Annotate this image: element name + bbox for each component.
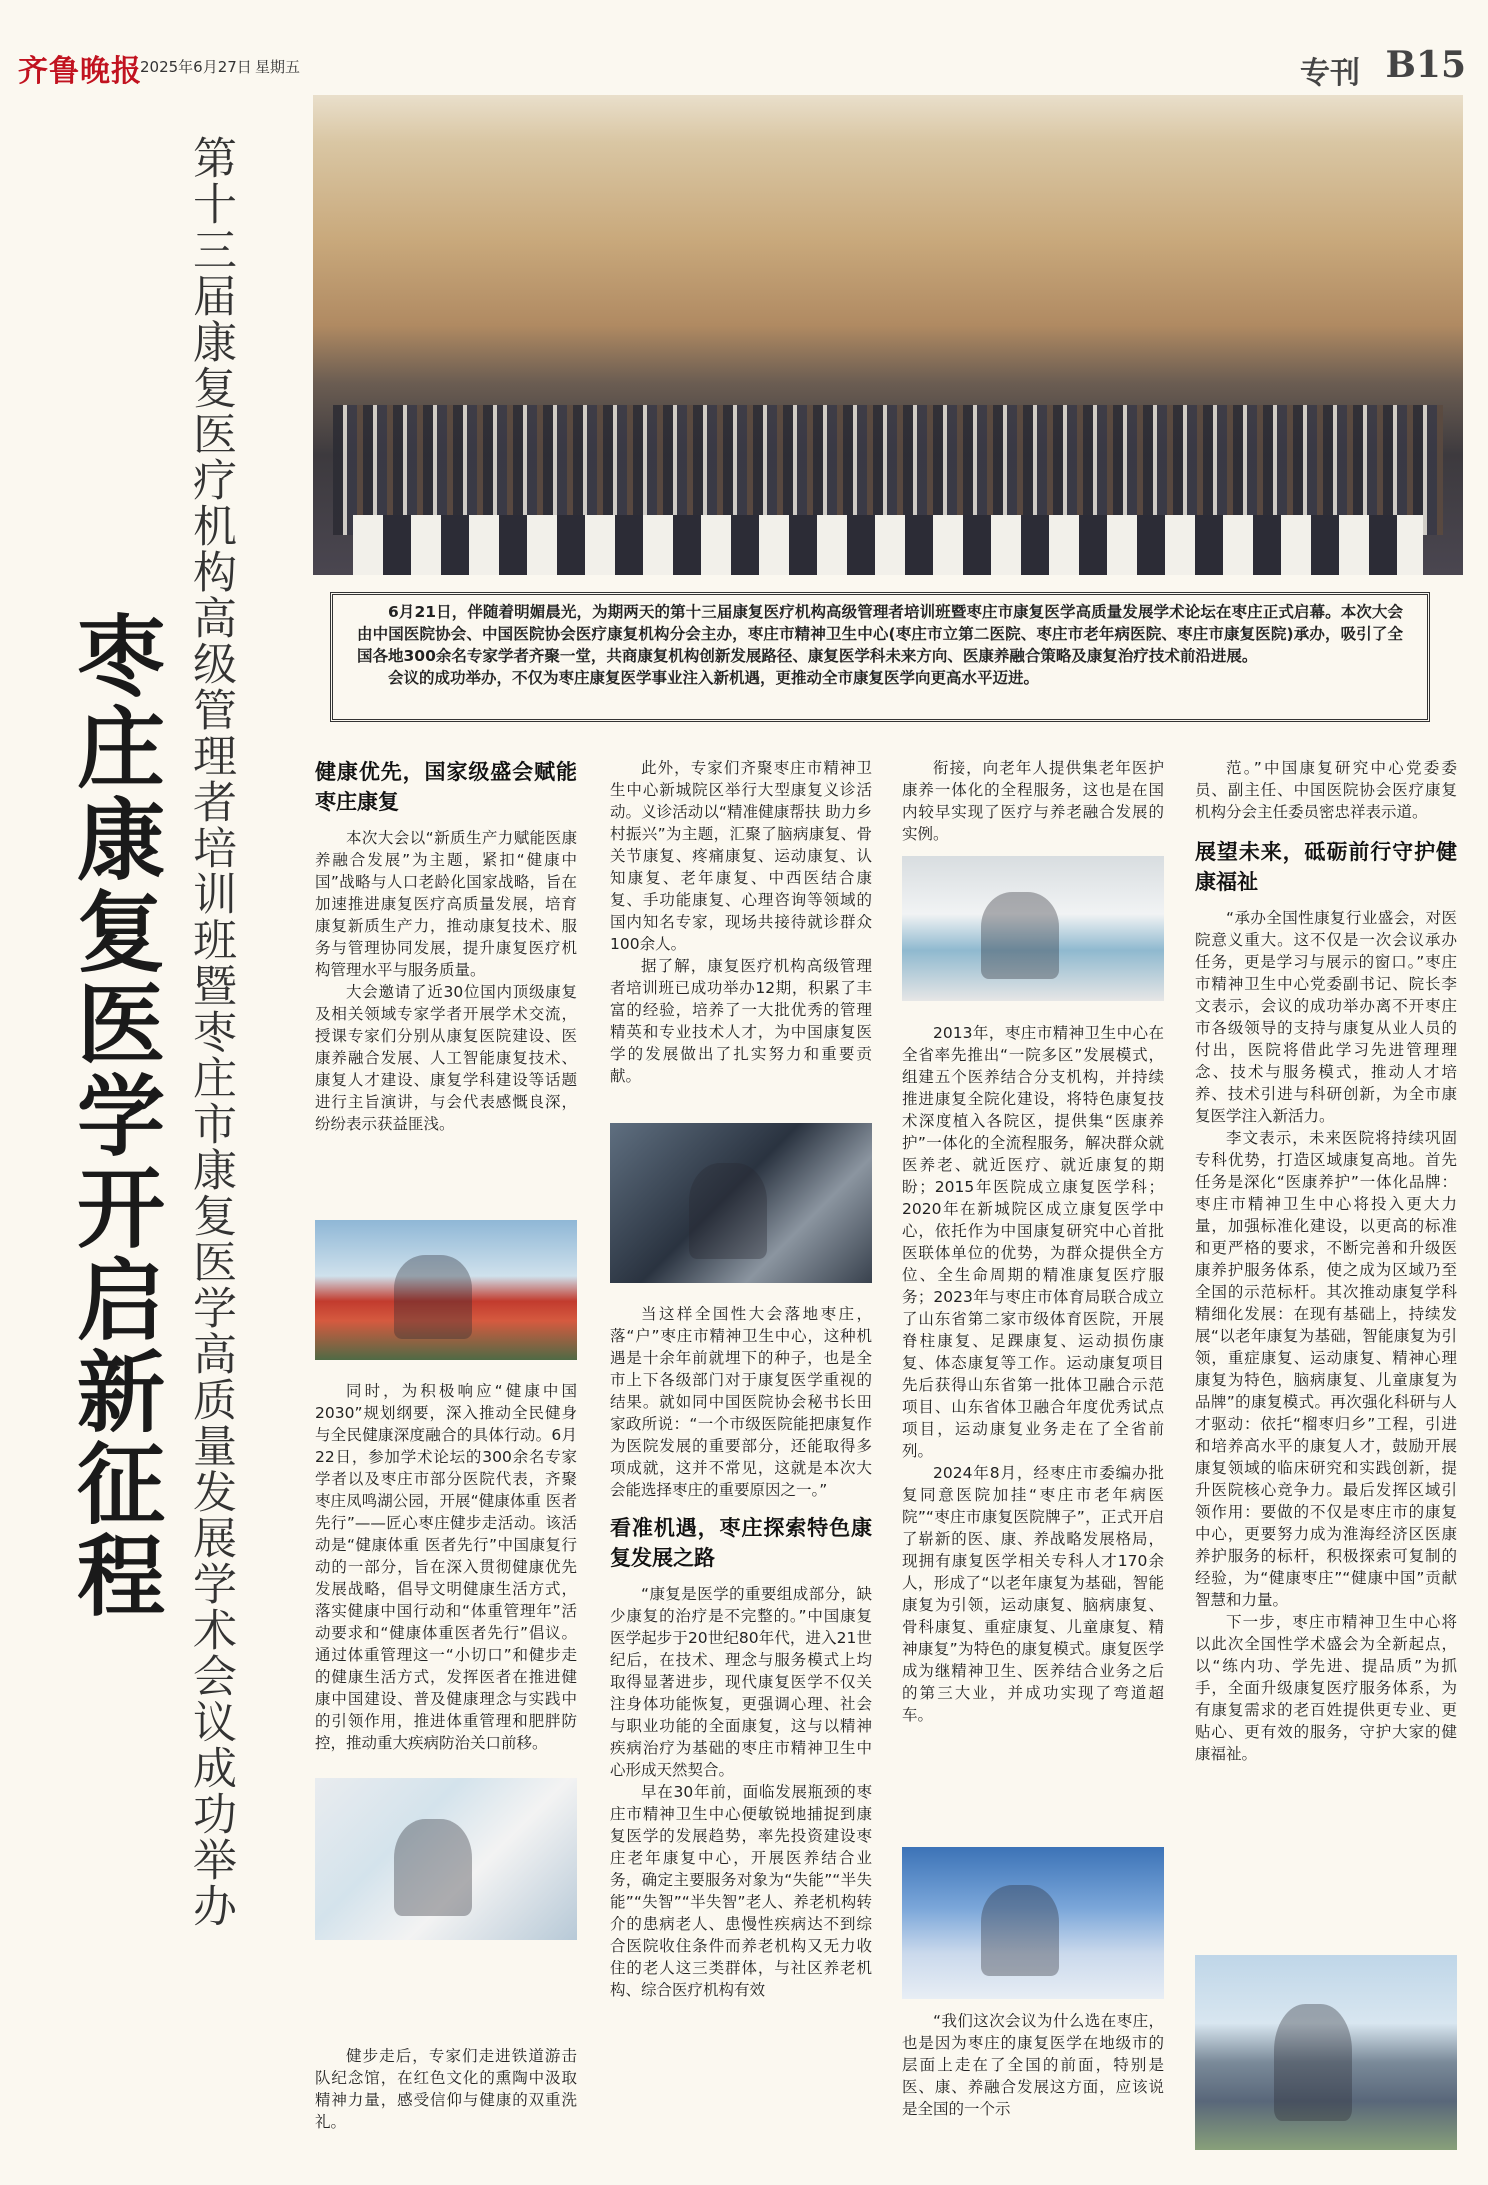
page-header [0,0,1488,90]
column-1-bottom [315,2045,577,2133]
column-3-bottom [902,2010,1164,2120]
section-label: 专刊 [1300,56,1360,91]
article-paragraph: 健步走后，专家们走进铁道游击队纪念馆，在红色文化的熏陶中汲取精神力量，感受信仰与健康的双重洗礼。 [315,2047,577,2131]
issue-date: 2025年6月27日 [140,58,252,76]
article-paragraph: “承办全国性康复行业盛会，对医院意义重大。这不仅是一次会议承办任务，更是学习与展示的窗口。”枣庄市精神卫生中心党委副书记、院长李文表示，会议的成功举办离不开枣庄市各级领导的支持与康复从业人员的付出，医院将借此学习先进管理理念、技术与服务模式，推动人才培养、技术引进与科研创新，为全市康复医学注入新活力。 [1195,909,1457,1125]
column-3-mid [902,1022,1164,1726]
conference-group-photo [313,95,1463,575]
walking-event-photo [315,1220,577,1360]
article-paragraph: 此外，专家们齐聚枣庄市精神卫生中心新城院区举行大型康复义诊活动。义诊活动以“精准健康帮扶 助力乡村振兴”为主题，汇聚了脑病康复、骨关节康复、疼痛康复、运动康复、认知康复、老年康复、中西医结合康复、手功能康复、心理咨询等领域的国内知名专家，现场共接待就诊群众100余人。 [610,759,872,953]
column-1-top [315,757,577,1135]
medical-staff-photo [902,856,1164,1001]
article-paragraph: 据了解，康复医疗机构高级管理者培训班已成功举办12期，积累了丰富的经验，培养了一大批优秀的管理精英和专业技术人才，为中国康复医学的发展做出了扎实努力和重要贡献。 [610,957,872,1085]
intro-paragraph: 6月21日，伴随着明媚晨光，为期两天的第十三届康复医疗机构高级管理者培训班暨枣庄市康复医学高质量发展学术论坛在枣庄正式启幕。本次大会由中国医院协会、中国医院协会医疗康复机构分会主办，枣庄市精神卫生中心(枣庄市立第二医院、枣庄市老年病医院、枣庄市康复医院)承办，吸引了全国各地300余名专家学者齐聚一堂，共商康复机构创新发展路径、康复医学科未来方向、医康养融合策略及康复治疗技术前沿进展。 [357,603,1403,665]
section-heading-1: 健康优先，国家级盛会赋能枣庄康复 [315,759,577,814]
headline-title: 枣庄康复医学开启新征程 [63,610,167,1622]
headline-subtitle: 第十三届康复医疗机构高级管理者培训班暨枣庄市康复医学高质量发展学术会议成功举办 [185,135,236,1929]
section-heading-2: 看准机遇，枣庄探索特色康复发展之路 [610,1515,872,1570]
section-heading-3: 展望未来，砥砺前行守护健康福祉 [1195,839,1457,894]
page-number: B15 [1385,44,1466,86]
article-paragraph: 2013年，枣庄市精神卫生中心在全省率先推出“一院多区”发展模式，组建五个医养结合分支机构，并持续推进康复全院化建设，将特色康复技术深度植入各院区，提供集“医康养护”一体化的全流程服务，解决群众就医养老、就近医疗、就近康复的期盼；2015年医院成立康复医学科；2020年在新城院区成立康复医学中心，依托作为中国康复研究中心首批医联体单位的优势，为群众提供全方位、全生命周期的精准康复医疗服务；2023年与枣庄市体育局联合成立了山东省第二家市级体育医院，开展脊柱康复、足踝康复、运动损伤康复、体态康复等工作。运动康复项目先后获得山东省第一批体卫融合示范项目、山东省体卫融合年度优秀试点项目，运动康复业务走在了全省前列。 [902,1024,1164,1460]
column-2-bottom [610,1303,872,2001]
column-3-top [902,757,1164,845]
article-paragraph: 当这样全国性大会落地枣庄，落“户”枣庄市精神卫生中心，这种机遇是十余年前就埋下的种子，也是全市上下各级部门对于康复医学重视的结果。就如同中国医院协会秘书长田家政所说：“一个市级医院能把康复作为医院发展的重要部分，还能取得多项成就，这并不常见，这就是本次大会能选择枣庄的重要原因之一。” [610,1305,872,1499]
article-paragraph: “我们这次会议为什么选在枣庄，也是因为枣庄的康复医学在地级市的层面上走在了全国的前面，特别是医、康、养融合发展这方面，应该说是全国的一个示 [902,2012,1164,2118]
column-1-mid [315,1380,577,1754]
article-paragraph: “康复是医学的重要组成部分，缺少康复的治疗是不完整的。”中国康复医学起步于20世纪80年代，进入21世纪后，在技术、理念与服务模式上均取得显著进步，现代康复医学不仅关注身体功能恢复，更强调心理、社会与职业功能的全面康复，这与以精神疾病治疗为基础的枣庄市精神卫生中心形成天然契合。 [610,1585,872,1779]
article-paragraph: 下一步，枣庄市精神卫生中心将以此次全国性学术盛会为全新起点，以“练内功、学先进、提品质”为抓手，全面升级康复医疗服务体系，为有康复需求的老百姓提供更专业、更贴心、更有效的服务，守护大家的健康福祉。 [1195,1613,1457,1763]
article-paragraph: 衔接，向老年人提供集老年医护康养一体化的全程服务，这也是在国内较早实现了医疗与养老融合发展的实例。 [902,759,1164,843]
article-paragraph: 本次大会以“新质生产力赋能医康养融合发展”为主题，紧扣“健康中国”战略与人口老龄化国家战略，旨在加速推进康复医疗高质量发展，培育康复新质生产力，推动康复技术、服务与管理协同发展，提升康复医疗机构管理水平与服务质量。 [315,829,577,979]
intro-paragraph: 会议的成功举办，不仅为枣庄康复医学事业注入新机遇，更推动全市康复医学向更高水平迈进。 [388,669,1040,687]
speaker-photo [610,1123,872,1283]
issue-weekday: 星期五 [255,58,301,76]
article-paragraph: 李文表示，未来医院将持续巩固专科优势，打造区域康复高地。首先任务是深化“医康养护”一体化品牌：枣庄市精神卫生中心将投入更大力量，加强标准化建设，以更高的标准和更严格的要求，不断完善和升级医康养护服务体系，使之成为区域乃至全国的示范标杆。其次推动康复学科精细化发展：在现有基础上，持续发展“以老年康复为基础，智能康复为引领，重症康复、运动康复、精神心理康复为特色，脑病康复、儿童康复为品牌”的康复模式。再次强化科研与人才驱动：依托“榴枣归乡”工程，引进和培养高水平的康复人才，鼓励开展康复领域的临床研究和实践创新，提升医院核心竞争力。最后发挥区域引领作用：要做的不仅是枣庄市的康复中心，更要努力成为淮海经济区医康养护服务的标杆，积极探索可复制的经验，为“健康枣庄”“健康中国”贡献智慧和力量。 [1195,1129,1457,1609]
stage-speech-photo [902,1847,1164,1999]
article-paragraph: 早在30年前，面临发展瓶颈的枣庄市精神卫生中心便敏锐地捕捉到康复医学的发展趋势，率先投资建设枣庄老年康复中心，开展医养结合业务，确定主要服务对象为“失能”“半失能”“失智”“半失智”老人、养老机构转介的患病老人、患慢性疾病达不到综合医院收住条件而养老机构又无力收住的老人这三类群体，与社区养老机构、综合医疗机构有效 [610,1783,872,1999]
hospital-building-photo [1195,1955,1457,2150]
article-paragraph: 同时，为积极响应“健康中国2030”规划纲要，深入推动全民健身与全民健康深度融合的具体行动。6月22日，参加学术论坛的300余名专家学者以及枣庄市部分医院代表，齐聚枣庄凤鸣湖公园，开展“健康体重 医者先行”——匠心枣庄健步走活动。该活动是“健康体重 医者先行”中国康复行动的一部分，旨在深入贯彻健康优先发展战略，倡导文明健康生活方式，落实健康中国行动和“体重管理年”活动要求和“健康体重医者先行”倡议。通过体重管理这一“小切口”和健步走的健康生活方式，发挥医者在推进健康中国建设、普及健康理念与实践中的引领作用，推进体重管理和肥胖防控，推动重大疾病防治关口前移。 [315,1382,577,1752]
intro-box [330,592,1430,722]
free-clinic-photo [315,1778,577,1940]
article-paragraph: 大会邀请了近30位国内顶级康复及相关领域专家学者开展学术交流，授课专家们分别从康复医院建设、医康养融合发展、人工智能康复技术、康复人才建设、康复学科建设等话题进行主旨演讲，与会代表感慨良深，纷纷表示获益匪浅。 [315,983,577,1133]
newspaper-logo: 齐鲁晚报 [18,54,142,89]
article-paragraph: 范。”中国康复研究中心党委委员、副主任、中国医院协会医疗康复机构分会主任委员密忠祥表示道。 [1195,759,1457,821]
column-2-top [610,757,872,1087]
column-4 [1195,757,1457,1765]
front-row-seats [353,515,1423,575]
article-paragraph: 2024年8月，经枣庄市委编办批复同意医院加挂“枣庄市老年病医院”“枣庄市康复医院牌子”，正式开启了崭新的医、康、养战略发展格局，现拥有康复医学相关专科人才170余人，形成了“以老年康复为基础，智能康复为引领，运动康复、脑病康复、骨科康复、重症康复、儿童康复、精神康复”为特色的康复模式。康复医学成为继精神卫生、医养结合业务之后的第三大业，并成功实现了弯道超车。 [902,1464,1164,1724]
